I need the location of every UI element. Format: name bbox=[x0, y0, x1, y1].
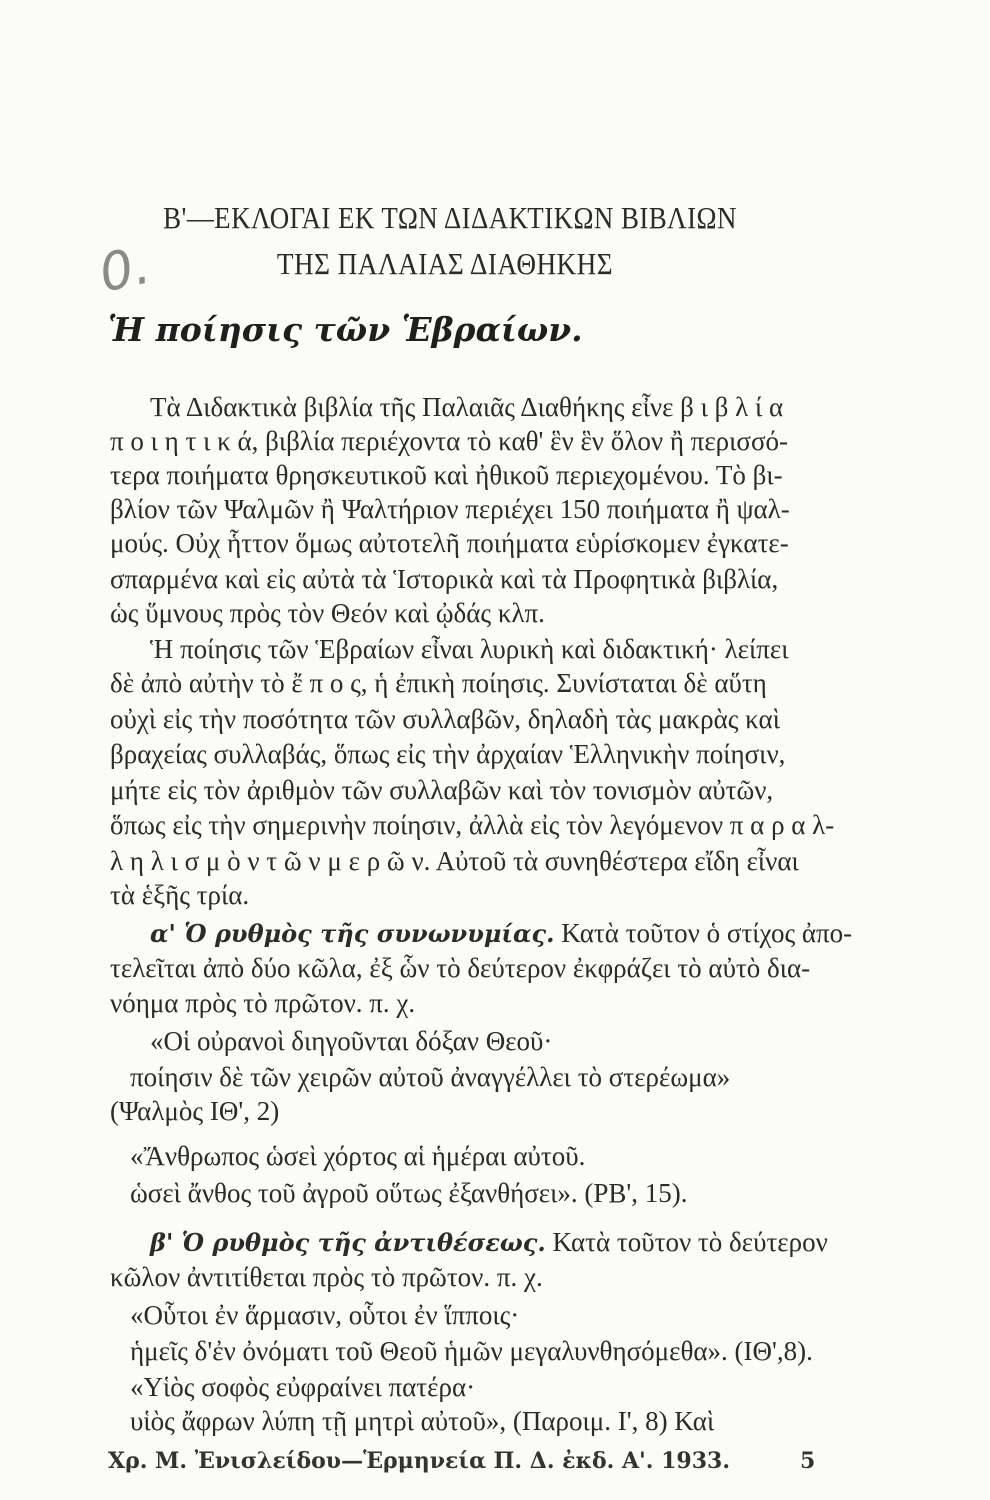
pencil-mark: 0. bbox=[94, 235, 156, 305]
quote-line: ὡσεὶ ἄνθος τοῦ ἀγροῦ οὕτως ἐξανθήσει». (ΡΒ', 15). bbox=[130, 1178, 688, 1208]
quote-line: ποίησιν δὲ τῶν χειρῶν αὐτοῦ ἀναγγέλλει τὸ στερέωμα» bbox=[130, 1062, 731, 1092]
quote-line: ἡμεῖς δ'ἐν ὀνόματι τοῦ Θεοῦ ἡμῶν μεγαλυνθησόμεθα». (ΙΘ',8). bbox=[130, 1336, 813, 1366]
quote-line: «Ἄνθρωπος ὡσεὶ χόρτος αἱ ἡμέραι αὐτοῦ. bbox=[130, 1141, 586, 1171]
body-line: λ η λ ι σ μ ὸ ν τ ῶ ν μ ε ρ ῶ ν. Αὐτοῦ τὰ συνηθέστερα εἴδη εἶναι bbox=[110, 846, 799, 876]
body-line: ὡς ὕμνους πρὸς τὸν Θεόν καὶ ᾠδάς κλπ. bbox=[110, 598, 545, 628]
rhythm-heading-antithesis: β' Ὁ ρυθμὸς τῆς ἀντιθέσεως. bbox=[150, 1228, 546, 1257]
body-line: δὲ ἀπὸ αὐτὴν τὸ ἔ π ο ς, ἡ ἐπικὴ ποίησις. Συνίσταται δὲ αὕτη bbox=[110, 668, 767, 698]
body-line: τερα ποιήματα θρησκευτικοῦ καὶ ἠθικοῦ περιεχομένου. Τὸ βι- bbox=[110, 460, 783, 490]
quote-line: «Οἱ οὐρανοὶ διηγοῦνται δόξαν Θεοῦ· bbox=[150, 1026, 553, 1056]
chapter-heading-line-2: ΤΗΣ ΠΑΛΑΙΑΣ ΔΙΑΘΗΚΗΣ bbox=[276, 246, 614, 281]
body-line: β' Ὁ ρυθμὸς τῆς ἀντιθέσεως. Κατὰ τοῦτον τὸ δεύτερον bbox=[150, 1227, 828, 1257]
body-line: μήτε εἰς τὸν ἀριθμὸν τῶν συλλαβῶν καὶ τὸν τονισμὸν αὐτῶν, bbox=[110, 775, 774, 805]
footer-citation: Χρ. Μ. Ἐνισλείδου—Ἑρμηνεία Π. Δ. ἐκδ. Α'. 1933. bbox=[108, 1448, 731, 1474]
body-line: τὰ ἑξῆς τρία. bbox=[110, 880, 250, 910]
chapter-heading-line-1: Β'—ΕΚΛΟΓΑΙ ΕΚ ΤΩΝ ΔΙΔΑΚΤΙΚΩΝ ΒΙΒΛΙΩΝ bbox=[163, 200, 737, 235]
rhythm-heading-synonymy: α' Ὁ ρυθμὸς τῆς συνωνυμίας. bbox=[150, 919, 555, 948]
quote-line: «Οὗτοι ἐν ἅρμασιν, οὗτοι ἐν ἵπποις· bbox=[130, 1300, 520, 1330]
body-line: σπαρμένα καὶ εἰς αὐτὰ τὰ Ἱστορικὰ καὶ τὰ Προφητικὰ βιβλία, bbox=[110, 564, 779, 594]
body-line: Ἡ ποίησις τῶν Ἑβραίων εἶναι λυρικὴ καὶ διδακτική· λείπει bbox=[150, 634, 789, 664]
body-line: τελεῖται ἀπὸ δύο κῶλα, ἐξ ὧν τὸ δεύτερον ἐκφράζει τὸ αὐτὸ δια- bbox=[110, 953, 811, 983]
section-title: Ἡ ποίησις τῶν Ἑβραίων. bbox=[108, 310, 583, 349]
body-line: ὅπως εἰς τὴν σημερινὴν ποίησιν, ἀλλὰ εἰς τὸν λεγόμενον π α ρ α λ- bbox=[110, 810, 835, 840]
reference-line: (Ψαλμὸς ΙΘ', 2) bbox=[110, 1096, 280, 1126]
body-line: α' Ὁ ρυθμὸς τῆς συνωνυμίας. Κατὰ τοῦτον ὁ στίχος ἀπο- bbox=[150, 918, 853, 948]
body-line: οὐχὶ εἰς τὴν ποσότητα τῶν συλλαβῶν, δηλαδὴ τὰς μακρὰς καὶ bbox=[110, 704, 780, 734]
quote-line: υἱὸς ἄφρων λύπη τῇ μητρὶ αὐτοῦ», (Παροιμ. Ι', 8) Καὶ bbox=[130, 1406, 715, 1436]
body-line: κῶλον ἀντιτίθεται πρὸς τὸ πρῶτον. π. χ. bbox=[110, 1262, 543, 1292]
body-line: π ο ι η τ ι κ ά, βιβλία περιέχοντα τὸ καθ' ἓν ἓν ὅλον ἢ περισσό- bbox=[110, 426, 788, 456]
page-number: 5 bbox=[800, 1448, 816, 1474]
quote-line: «Υἱὸς σοφὸς εὐφραίνει πατέρα· bbox=[130, 1372, 476, 1402]
body-line: μούς. Οὐχ ἧττον ὅμως αὐτοτελῆ ποιήματα εὑρίσκομεν ἐγκατε- bbox=[110, 528, 789, 558]
body-line: βλίον τῶν Ψαλμῶν ἢ Ψαλτήριον περιέχει 150 ποιήματα ἢ ψαλ- bbox=[110, 494, 790, 524]
body-line: βραχείας συλλαβάς, ὅπως εἰς τὴν ἀρχαίαν Ἑλληνικὴν ποίησιν, bbox=[110, 739, 786, 769]
body-line: Τὰ Διδακτικὰ βιβλία τῆς Παλαιᾶς Διαθήκης εἶνε β ι β λ ί α bbox=[150, 392, 784, 422]
body-line: νόημα πρὸς τὸ πρῶτον. π. χ. bbox=[110, 988, 416, 1018]
